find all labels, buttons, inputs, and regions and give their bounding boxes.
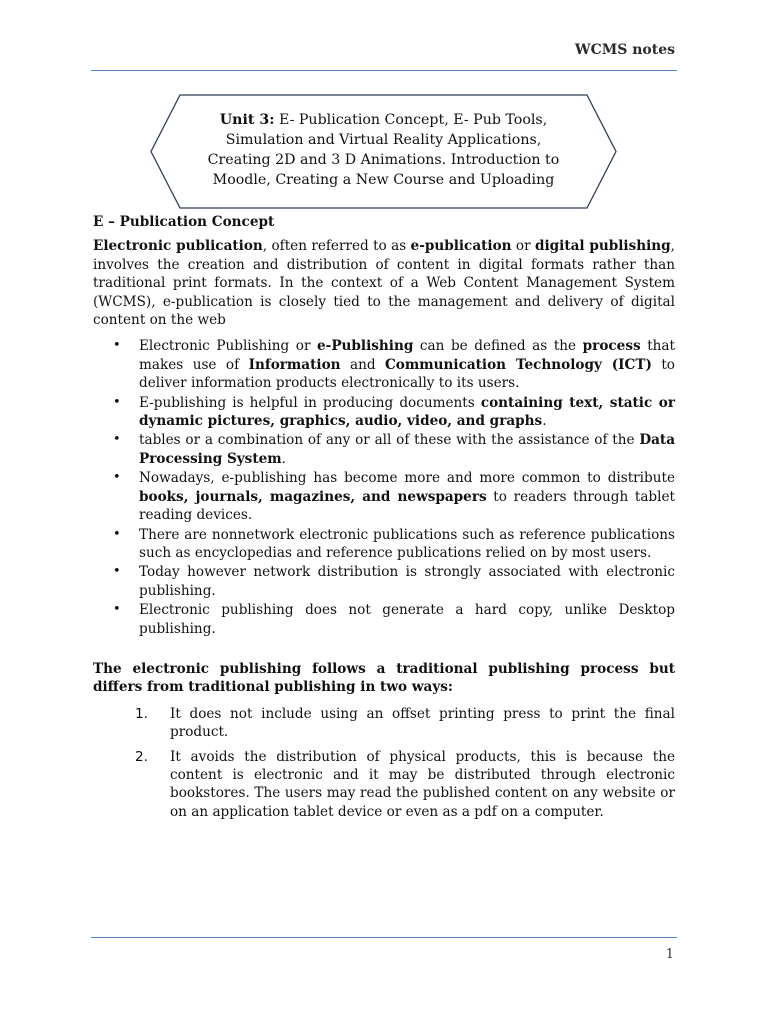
bullet-item [93,394,675,431]
section-heading: E – Publication Concept [93,214,275,230]
unit-title-box [150,94,617,209]
item-text: It does not include using an offset printing press to print the final product. [170,705,675,741]
bullet-item [93,337,675,392]
text-span: Nowadays, e-publishing has become more and more common to distribute [139,470,675,487]
bullet-icon: • [113,432,121,448]
numbered-item [93,705,675,742]
text-span: that makes use of [139,338,675,373]
term-electronic-publication: Electronic publication [93,238,263,255]
item-number: 2. [135,748,148,765]
unit-label: Unit 3: [219,112,275,128]
numbered-list [93,705,675,821]
item-text: It avoids the distribution of physical products, this is because the content is electronic and it may be distributed through electronic bookstores. The users may read the published content on any website or on an application tablet device or even as a pdf on a computer. [170,748,675,820]
bullet-icon: • [113,338,121,354]
text-span: Electronic Publishing or [139,338,318,355]
bullet-item [93,469,675,524]
text-span: There are nonnetwork electronic publications such as reference publications such as encyclopedias and reference publications relied on by most users. [139,526,675,561]
unit-title-text [205,110,562,190]
bold-span: containing text, static or dynamic pictures, graphics, audio, video, and graphs [139,394,675,430]
intro-paragraph [93,237,675,329]
text-span: , often referred to as [262,238,411,255]
bullet-list [93,337,675,638]
bold-span: books, journals, magazines, and newspapers [139,488,487,505]
text-span: E-publishing is helpful in producing documents [139,394,481,411]
text-span: . [542,413,547,430]
text-span: Electronic publishing does not generate a hard copy, unlike Desktop publishing. [139,602,675,637]
text-span: and [340,356,385,373]
bullet-item [93,526,675,563]
footer-rule [91,937,677,938]
text-span: . [281,450,286,467]
text-span: to readers through tablet reading devices. [139,488,675,524]
bullet-icon: • [113,470,121,486]
text-span: to deliver information products electronically to its users. [139,356,675,392]
unit-topics: E- Publication Concept, E- Pub Tools, Simulation and Virtual Reality Applications, Creating 2D and 3 D Animations. Introduction to Moodle, Creating a New Course and Uploading [207,112,560,188]
text-span: Today however network distribution is strongly associated with electronic publishing. [139,564,675,599]
differences-heading: The electronic publishing follows a traditional publishing process but differs from traditional publishing in two ways: [93,660,675,696]
bold-span: Data Processing System [139,432,675,467]
bold-span: e-Publishing [317,338,414,355]
term-e-publication: e-publication [410,238,512,255]
bullet-item [93,601,675,638]
text-span: can be defined as the [413,338,583,355]
bullet-item [93,431,675,468]
page-number: 1 [665,947,674,962]
term-digital-publishing: digital publishing [534,238,671,255]
document-body [93,213,675,827]
text-span: , involves the creation and distribution of content in digital formats rather than traditional print formats. In the context of a Web Content Management System (WCMS), e-publication is closely tied to the management and delivery of digital content on the web [93,238,675,329]
item-number: 1. [135,705,148,722]
bold-span: process [582,338,641,355]
bullet-icon: • [113,394,121,410]
text-span: or [511,238,535,255]
bullet-icon: • [113,526,121,542]
text-span: tables or a combination of any or all of these with the assistance of the [139,432,640,449]
bold-span: Information [248,356,341,373]
document-header-title: WCMS notes [574,42,675,58]
numbered-item [93,748,675,822]
bullet-item [93,563,675,600]
header-rule [91,70,677,71]
bullet-icon: • [113,602,121,618]
bullet-icon: • [113,564,121,580]
bold-span: Communication Technology (ICT) [384,356,652,373]
